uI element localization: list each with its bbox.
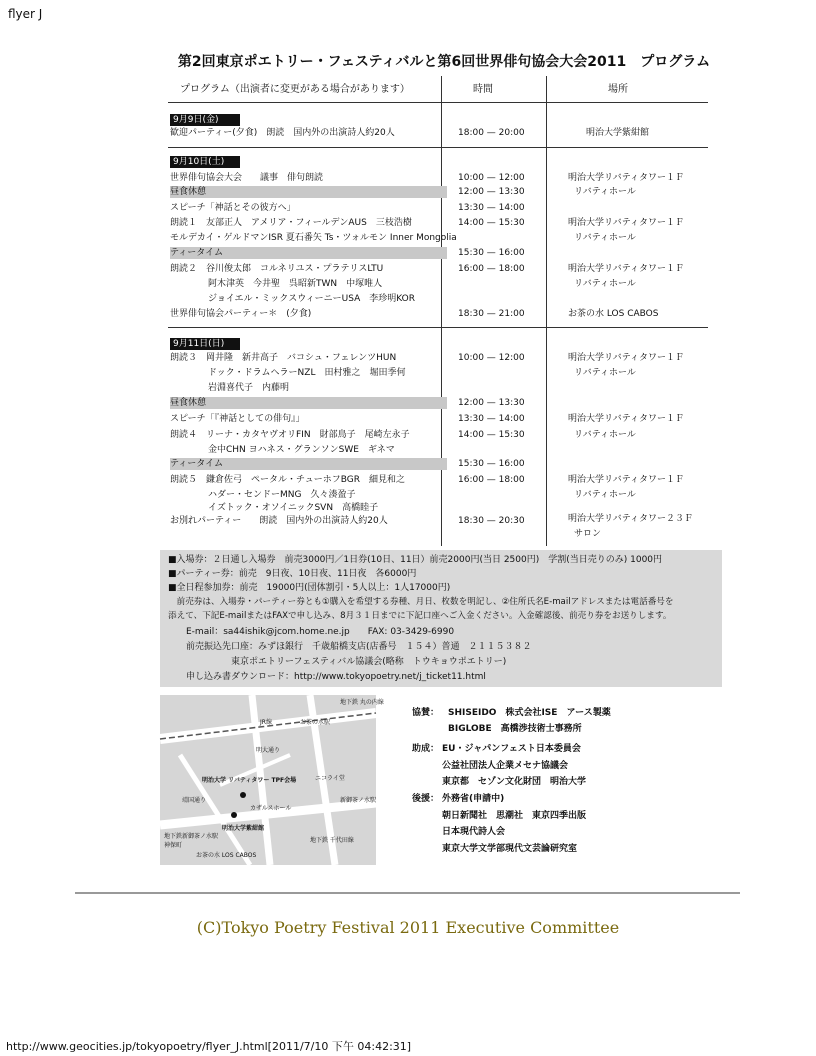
map-label: 地下鉄 千代田線	[310, 837, 354, 844]
map-label: お茶の水 LOS CABOS	[196, 852, 257, 859]
time: 18:00 — 20:00	[458, 128, 525, 138]
time: 12:00 — 13:30	[458, 187, 525, 197]
place: 明治大学リバティタワー１Ｆ	[568, 414, 685, 424]
event: スピーチ「神話とその彼方へ」	[170, 203, 296, 213]
event: 朗読１ 友部正人 アメリア・フィールデンAUS 三枝浩樹	[170, 218, 412, 228]
place: 明治大学リバティタワー１Ｆ	[568, 264, 685, 274]
time: 12:00 — 13:30	[458, 398, 525, 408]
event: 世界俳句協会大会 議事 俳句朗読	[170, 173, 324, 183]
info-line: ■パーティー券：前売 9日夜、10日夜、11日夜 各6000円	[168, 569, 417, 579]
section-rule	[168, 327, 708, 328]
event: 朗読５ 鎌倉佐弓 ペータル・チューホフBGR 細見和之	[170, 475, 405, 485]
place: 明治大学リバティタワー１Ｆ	[568, 475, 685, 485]
place: リバティホール	[574, 430, 636, 440]
event: 岩淵喜代子 内藤明	[208, 383, 290, 393]
sponsor-line: 東京都 セゾン文化財団 明治大学	[442, 777, 587, 787]
ticket-info-box	[160, 550, 722, 687]
sponsor-line: 日本現代詩人会	[442, 827, 506, 837]
time: 13:30 — 14:00	[458, 414, 525, 424]
time: 14:00 — 15:30	[458, 218, 525, 228]
event: ティータイム	[170, 459, 224, 469]
time: 18:30 — 20:30	[458, 516, 525, 526]
sponsor-line: SHISEIDO 株式会社ISE アース製薬	[448, 708, 611, 718]
page-url-footer: http://www.geocities.jp/tokyopoetry/flyer_J.html[2011/7/10 下午 04:42:31]	[6, 1040, 412, 1053]
map-label: ニコライ堂	[315, 775, 345, 782]
time: 10:00 — 12:00	[458, 173, 525, 183]
place: リバティホール	[574, 490, 636, 500]
event: 昼食休憩	[170, 398, 207, 408]
time: 16:00 — 18:00	[458, 264, 525, 274]
info-line: 申し込み書ダウンロード：http://www.tokyopoetry.net/j_ticket11.html	[168, 672, 486, 682]
place: 明治大学リバティタワー１Ｆ	[568, 353, 685, 363]
time: 10:00 — 12:00	[458, 353, 525, 363]
map-label: 明治大学 リバティタワー TPF会場	[202, 777, 297, 784]
place: サロン	[574, 529, 602, 539]
lunch-highlight	[170, 186, 447, 198]
info-line: E-mail：sa44ishik@jcom.home.ne.jp FAX: 03-3429-6990	[168, 627, 455, 637]
place: 明治大学リバティタワー１Ｆ	[568, 218, 685, 228]
event: お別れパーティー 朗読 国内外の出演詩人約20人	[170, 516, 388, 526]
place: 明治大学リバティタワー１Ｆ	[568, 173, 685, 183]
header-rule	[168, 102, 708, 103]
venue-map	[160, 695, 384, 865]
page-label: flyer J	[8, 7, 43, 21]
horizontal-rule	[75, 892, 740, 894]
time: 13:30 — 14:00	[458, 203, 525, 213]
info-line: 前売券は、入場券・パーティー券とも①購入を希望する券種、月日、枚数を明記し、②住所氏名E-mailアドレスまたは電話番号を	[168, 597, 674, 607]
lunch-highlight	[170, 397, 447, 409]
event: ティータイム	[170, 248, 224, 258]
sponsor-line: BIGLOBE 高橋渉技術士事務所	[448, 724, 582, 734]
place: リバティホール	[574, 233, 636, 243]
event: ハダー・センドーMNG 久々湊盈子	[208, 490, 356, 500]
event: 朗読２ 谷川俊太郎 コルネリユス・プラテリスLTU	[170, 264, 384, 274]
place: 明治大学紫紺館	[586, 128, 650, 138]
event: ジョイエル・ミックスウィーニーUSA 李珍明KOR	[208, 294, 416, 304]
sponsors-block	[412, 703, 732, 863]
place: お茶の水 LOS CABOS	[568, 309, 659, 319]
section-rule	[168, 147, 708, 148]
map-label: カザルスホール	[250, 805, 292, 812]
info-line: 前売振込先口座：みずほ銀行 千歳船橋支店(店番号 １５４）普通 ２１１５３８２	[168, 642, 532, 652]
map-label: 明大通り	[256, 747, 281, 754]
info-line: 東京ポエトリーフェスティバル協議会(略称 トウキョウポエトリー)	[168, 657, 507, 667]
event: 朗読４ リーナ・カタヤヴオリFIN 財部鳥子 尾崎左永子	[170, 430, 410, 440]
info-line: ■入場券：２日通し入場券 前売3000円／1日券(10日、11日）前売2000円(当日 2500円) 学割(当日売りのみ) 1000円	[168, 555, 663, 565]
time: 15:30 — 16:00	[458, 459, 525, 469]
info-line: ■全日程参加券：前売 19000円(団体割引・5人以上：1人17000円)	[168, 583, 451, 593]
flyer-title: 第2回東京ポエトリー・フェスティバルと第6回世界俳句協会大会2011 プログラム	[177, 54, 711, 70]
event: 歓迎パーティー(夕食) 朗読 国内外の出演詩人約20人	[170, 128, 395, 138]
sponsor-line: 東京大学文学部現代文芸論研究室	[442, 844, 578, 854]
map-label: 靖国通り	[182, 797, 207, 804]
sponsor-line: 公益社団法人企業メセナ協議会	[442, 761, 569, 771]
sponsor-line: EU・ジャパンフェスト日本委員会	[442, 744, 581, 754]
map-label: お茶の水駅	[300, 719, 331, 726]
date-bar-day3: 9月11日(日)	[170, 338, 240, 350]
place: リバティホール	[574, 368, 636, 378]
time: 18:30 — 21:00	[458, 309, 525, 319]
event: モルデカイ・ゲルドマンISR 夏石番矢 Ts・ツォルモン Inner Mongolia	[170, 233, 457, 243]
info-line: 添えて、下記E-mailまたはFAXで申し込み、8月３１日までに下記口座へご入金ください。入金確認後、前売り券をお送りします。	[168, 611, 672, 621]
sponsor-line: 外務省(申請中)	[442, 794, 505, 804]
event: ドック・ドラムヘラーNZL 田村雅之 堀田季何	[208, 368, 406, 378]
event: 朗読３ 岡井隆 新井高子 バコシュ・フェレンツHUN	[170, 353, 397, 363]
event: 阿木津英 今井聖 呉昭新TWN 中塚唯人	[208, 279, 383, 289]
event: 昼食休憩	[170, 187, 207, 197]
place: リバティホール	[574, 187, 636, 197]
time: 15:30 — 16:00	[458, 248, 525, 258]
time: 16:00 — 18:00	[458, 475, 525, 485]
sponsor-label: 協賛：	[412, 708, 440, 718]
map-label: 地下鉄 丸の内線	[340, 699, 384, 706]
place: リバティホール	[574, 279, 636, 289]
date-bar-day1: 9月9日(金)	[170, 114, 240, 126]
event: スピーチ「『神話としての俳句』」	[170, 414, 305, 424]
date-bar-day2: 9月10日(土)	[170, 156, 240, 168]
map-label: 地下鉄新御茶ノ水駅	[164, 833, 219, 840]
map-label: 明治大学紫紺館	[222, 825, 265, 832]
map-label: 新御茶ノ水駅	[340, 797, 377, 804]
header-time: 時間	[473, 84, 493, 95]
map-label: JR線	[260, 719, 272, 726]
event: 金中CHN ヨハネス・グランソンSWE ギネマ	[208, 445, 395, 455]
sponsor-label: 助成：	[412, 744, 440, 754]
time: 14:00 — 15:30	[458, 430, 525, 440]
program-table	[168, 76, 708, 546]
sponsor-label: 後援：	[412, 794, 440, 804]
map-label: 神保町	[164, 842, 183, 849]
sponsor-line: 朝日新聞社 思潮社 東京四季出版	[442, 811, 587, 821]
header-program: プログラム（出演者に変更がある場合があります）	[180, 84, 410, 95]
place: 明治大学リバティタワー２３Ｆ	[568, 514, 694, 524]
copyright-notice: (C)Tokyo Poetry Festival 2011 Executive Committee	[196, 918, 620, 937]
event: イズトック・オソイニックSVN 高橋睦子	[208, 503, 379, 513]
header-place: 場所	[608, 84, 628, 95]
event: 世界俳句協会パーティー＊ (夕食)	[170, 309, 312, 319]
